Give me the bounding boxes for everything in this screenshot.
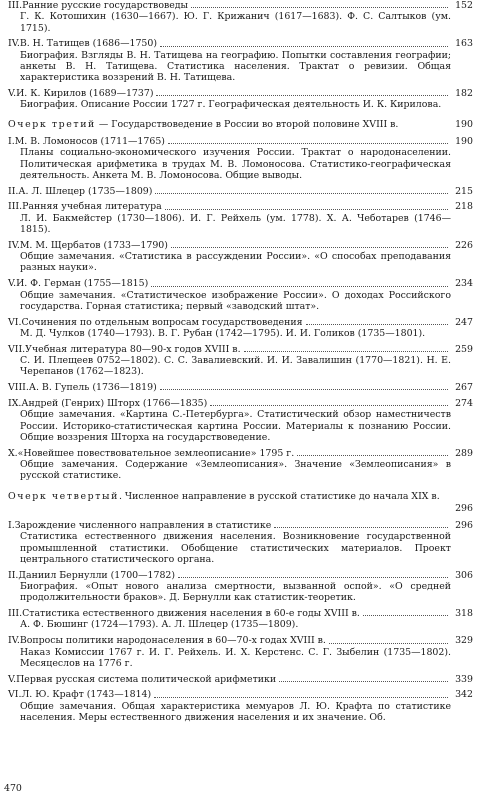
entry-head — [8, 186, 451, 197]
entry-number: VI. — [8, 689, 22, 701]
toc-entry — [0, 448, 477, 482]
entry-head — [8, 520, 451, 531]
entry-page: 289 — [455, 447, 473, 459]
entry-description: Л. И. Бакмейстер (1730—1806). И. Г. Рейхель (ум. 1778). Х. А. Чеботарев (1746—1815). — [20, 212, 451, 236]
entry-title: Зарождение численного направления в статистике — [14, 520, 272, 532]
entry-page: 259 — [455, 343, 473, 355]
part-page: 296 — [455, 502, 473, 514]
entry-number: IX. — [8, 397, 22, 409]
toc-entry — [0, 278, 477, 312]
entry-head — [8, 382, 451, 393]
entry-description: Общие замечания. «Картина С.-Петербурга». Статистический обзор наместничеств России. Историко-статистическая картина России. Материалы к познанию России. Общие воззрения Шторха на государствоведение. — [20, 409, 451, 443]
leader-dots — [191, 7, 448, 8]
entry-number: IV. — [8, 635, 20, 647]
entry-title: Статистика естественного движения населения в 60-е годы XVIII в. — [22, 608, 360, 620]
entry-number: VIII. — [8, 382, 29, 394]
part-label: Очерк третий — [8, 118, 96, 130]
entry-number: III. — [8, 608, 23, 620]
toc-entry — [0, 201, 477, 235]
toc-entry — [0, 136, 477, 181]
toc-entry — [0, 344, 477, 378]
entry-description: Планы социально-экономического изучения России. Трактат о народонаселении. Политическая арифметика в трудах М. В. Ломоносова. Статистико-географическая деятельность. Анкета М. В. Ломоносова. Общие выводы. — [20, 147, 451, 181]
part-text: — Государствоведение в России во второй половине XVIII в. — [95, 118, 399, 130]
toc-entry — [0, 240, 477, 274]
entry-description: Наказ Комиссии 1767 г. И. Г. Рейхель. И. Х. Керстенс. С. Г. Зыбелин (1735—1802). Месяцеслов на 1776 г. — [20, 646, 451, 669]
entry-number: IV. — [8, 38, 20, 50]
toc-entry — [0, 689, 477, 723]
entry-description: Биография. Описание России 1727 г. Географическая деятельность И. К. Кирилова. — [20, 99, 442, 111]
entry-title: Даниил Бернулли (1700—1782) — [18, 569, 176, 581]
entry-title: М. М. Щербатов (1733—1790) — [19, 239, 168, 251]
entry-number: VII. — [8, 343, 26, 355]
entry-title: Сочинения по отдельным вопросам государствоведения — [21, 316, 303, 328]
entry-page: 218 — [455, 201, 473, 213]
entry-description: Общие замечания. «Статистика в рассуждении России». «О способах преподавания разных науки». — [20, 251, 451, 274]
entry-description: Биография. «Опыт нового анализа смертности, вызванной оспой». «О средней продолжительности браков». Д. Бернулли как статистик-теоретик. — [20, 581, 451, 604]
part-label: Очерк четвертый — [8, 491, 119, 503]
leader-dots — [155, 193, 448, 194]
toc-entry — [0, 382, 477, 393]
leader-dots — [151, 286, 448, 287]
entry-head — [8, 570, 451, 581]
part-page: 190 — [455, 118, 473, 130]
entry-description: Общие замечания. «Статистическое изображение России». О доходах Российского государства. Горная статистика; первый «заводский штат». — [20, 289, 451, 312]
entry-number: II. — [8, 569, 19, 581]
entry-number: III. — [8, 0, 23, 11]
entry-head — [8, 398, 451, 409]
entry-number: I. — [8, 135, 15, 147]
entry-page: 274 — [455, 397, 473, 409]
toc-list-part3 — [0, 136, 477, 482]
toc-entry — [0, 186, 477, 197]
entry-number: I. — [8, 520, 15, 532]
entry-head — [8, 608, 451, 619]
entry-description: Статистика естественного движения населения. Возникновение государственной промышленной статистики. Обобщение статистических материалов. Проект центрального статистического органа. — [20, 531, 451, 565]
leader-dots — [168, 143, 448, 144]
leader-dots — [274, 527, 448, 528]
toc-entry — [0, 570, 477, 604]
entry-head — [8, 344, 451, 355]
entry-number: X. — [8, 447, 18, 459]
entry-number: VI. — [8, 316, 22, 328]
entry-page: 163 — [455, 38, 473, 50]
entry-number: V. — [8, 88, 17, 100]
leader-dots — [244, 351, 448, 352]
entry-head — [8, 689, 451, 700]
toc-entry — [0, 38, 477, 83]
leader-dots — [329, 643, 448, 644]
entry-number: IV. — [8, 239, 20, 251]
leader-dots — [210, 405, 448, 406]
entry-page: 339 — [455, 673, 473, 685]
entry-head — [8, 136, 451, 147]
entry-page: 267 — [455, 382, 473, 394]
entry-head — [8, 278, 451, 289]
entry-number: V. — [8, 673, 17, 685]
entry-description: Общие замечания. Общая характеристика мемуаров Л. Ю. Крафта по статистике населения. Меры естественного движения населения и их значение. Об. — [20, 700, 451, 724]
leader-dots — [160, 46, 448, 47]
entry-page: 152 — [455, 0, 473, 11]
toc-entry — [0, 520, 477, 565]
toc-entry — [0, 635, 477, 669]
entry-head — [8, 201, 451, 212]
toc-list-part2 — [0, 0, 477, 111]
entry-head — [8, 88, 451, 99]
entry-page: 296 — [455, 520, 473, 532]
entry-title: А. В. Гупель (1736—1819) — [28, 382, 157, 394]
toc-entry — [0, 88, 477, 111]
entry-number: II. — [8, 185, 19, 197]
entry-description: А. Ф. Бюшинг (1724—1793). А. Л. Шлецер (1735—1809). — [20, 619, 299, 631]
entry-number: V. — [8, 278, 17, 290]
entry-page: 190 — [455, 135, 473, 147]
entry-page: 318 — [455, 608, 473, 620]
entry-title: Ранние русские государствоведы — [22, 0, 189, 11]
entry-head — [8, 317, 451, 328]
entry-title: И. К. Кирилов (1689—1737) — [16, 88, 154, 100]
entry-title: «Новейшее повествовательное землеописание» 1795 г. — [17, 447, 295, 459]
entry-description: Г. К. Котошихин (1630—1667). Ю. Г. Крижанич (1617—1683). Ф. С. Салтыков (ум. 1715). — [20, 11, 451, 34]
part-page-line — [8, 502, 473, 514]
entry-description: Общие замечания. Содержание «Землеописания». Значение «Землеописания» в русской статистике. — [20, 458, 451, 482]
entry-description: С. И. Плещеев 0752—1802). С. С. Завалиевский. И. И. Завалишин (1770—1821). Н. Е. Черепанов (1762—1823). — [20, 355, 451, 378]
entry-title: Вопросы политики народонаселения в 60—70-х годах XVIII в. — [19, 635, 326, 647]
leader-dots — [363, 615, 448, 616]
entry-title: А. Л. Шлецер (1735—1809) — [18, 185, 153, 197]
leader-dots — [165, 209, 448, 210]
leader-dots — [306, 324, 448, 325]
entry-title: И. Ф. Герман (1755—1815) — [16, 278, 149, 290]
leader-dots — [178, 577, 448, 578]
toc-entry — [0, 608, 477, 631]
entry-number: III. — [8, 201, 23, 213]
entry-title: Учебная литература 80—90-х годов XVIII в. — [25, 343, 241, 355]
entry-description: Биография. Взгляды В. Н. Татищева на географию. Попытки составления географии; анкеты В. Н. Татищева. Статистика населения. Трактат о ревизии. Общая характеристика воззрений В. Н. Татищева. — [20, 49, 451, 84]
entry-head — [8, 0, 451, 11]
part-text: . Численное направление в русской статистике до начала XIX в. — [118, 491, 440, 503]
entry-head — [8, 635, 451, 646]
leader-dots — [160, 389, 448, 390]
part-heading-4 — [0, 491, 477, 514]
entry-head — [8, 674, 451, 685]
entry-title: Ранняя учебная литература — [22, 201, 162, 213]
entry-page: 329 — [455, 635, 473, 647]
entry-title: М. В. Ломоносов (1711—1765) — [14, 135, 165, 147]
entry-title: Андрей (Генрих) Шторх (1766—1835) — [21, 397, 208, 409]
part-heading-3 — [0, 119, 477, 130]
entry-head — [8, 38, 451, 49]
toc-entry — [0, 398, 477, 443]
entry-title: Л. Ю. Крафт (1743—1814) — [21, 689, 152, 701]
entry-page: 215 — [455, 185, 473, 197]
leader-dots — [297, 455, 448, 456]
entry-title: Первая русская система политической арифметики — [16, 673, 277, 685]
toc-entry — [0, 674, 477, 685]
entry-page: 182 — [455, 88, 473, 100]
entry-page: 342 — [455, 689, 473, 701]
leader-dots — [154, 697, 448, 698]
entry-page: 234 — [455, 278, 473, 290]
entry-page: 247 — [455, 316, 473, 328]
leader-dots — [171, 247, 448, 248]
entry-description: М. Д. Чулков (1740—1793). В. Г. Рубан (1742—1795). И. И. Голиков (1735—1801). — [20, 327, 426, 339]
leader-dots — [156, 95, 448, 96]
entry-title: В. Н. Татищев (1686—1750) — [19, 38, 158, 50]
entry-page: 306 — [455, 569, 473, 581]
entry-head — [8, 240, 451, 251]
leader-dots — [279, 681, 448, 682]
entry-page: 226 — [455, 239, 473, 251]
toc-entry — [0, 0, 477, 34]
page-number: 470 — [4, 783, 22, 794]
toc-entry — [0, 317, 477, 340]
entry-head — [8, 448, 451, 459]
toc-list-part4 — [0, 520, 477, 723]
